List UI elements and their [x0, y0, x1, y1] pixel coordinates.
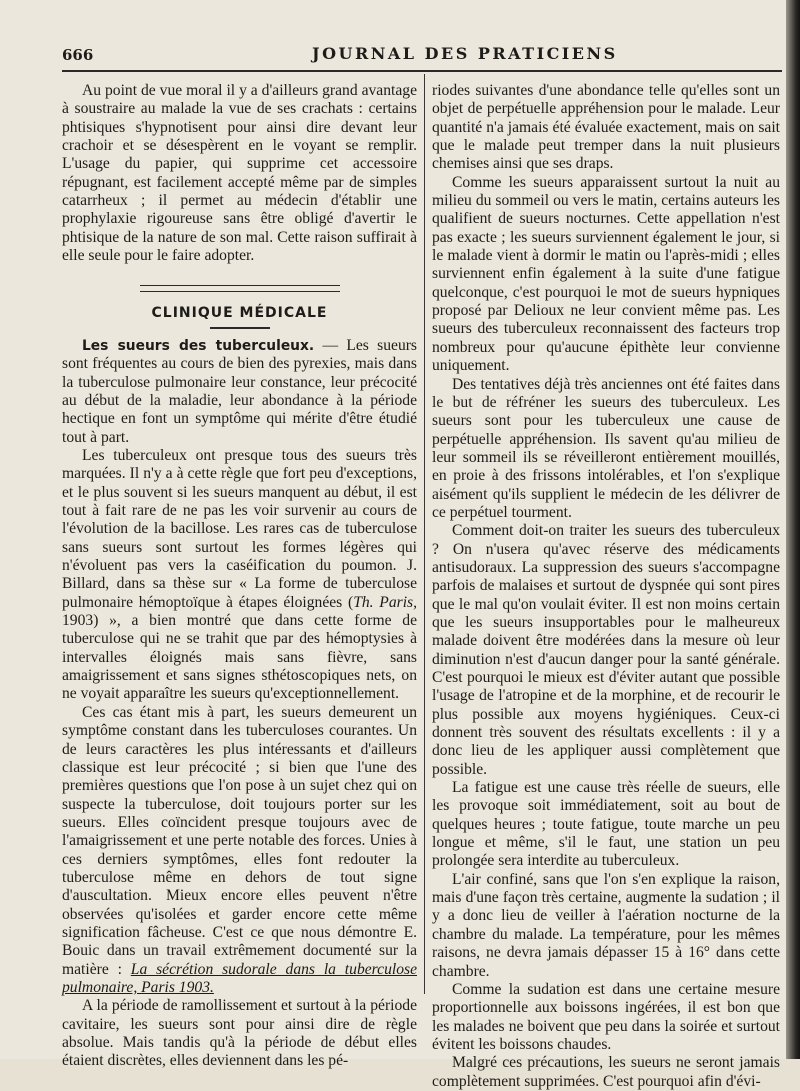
paragraph: A la période de ramollissement et surtout à la période cavitaire, les sueurs sont pour ainsi dire de règle absolue. Mais tandis qu'à la période de début elles étaient discrètes, elles deviennent dans les pé-	[62, 997, 417, 1070]
page-header	[62, 44, 777, 68]
paragraph: Au point de vue moral il y a d'ailleurs grand avantage à soustraire au malade la vue de ses crachats : certains phtisiques s'hypnotisent pour ainsi dire devant leur crachoir et se désespèrent en le voyant se remplir. L'usage du papier, qui supprime cet accessoire répugnant, est facilement accepté même par de simples catarrheux ; il permet au médecin d'établir une prophylaxie rigoureuse sans être obligé d'avertir le phtisique de la nature de son mal. Cette raison suffirait à elle seule pour le faire adopter.	[62, 82, 417, 265]
paragraph: Comme la sudation est dans une certaine mesure proportionnelle aux boissons ingérées, il est bon que les malades ne boivent que peu dans la soirée et surtout évitent les boissons chaudes.	[432, 980, 780, 1053]
journal-title: JOURNAL DES PRATICIENS	[312, 44, 618, 63]
book-spine-shadow	[786, 0, 800, 1059]
column-divider	[424, 74, 425, 994]
title-underline	[210, 327, 270, 329]
paragraph: Des tentatives déjà très anciennes ont été faites dans le but de réfréner les sueurs des tuberculeux. Les sueurs sont pour les tuberculeux une cause de perpétuelle appréhension. Ils savent qu'au milieu de leur sommeil ils se réveilleront entièrement mouillés, en proie à des frissons intolérables, et l'on s'explique aisément qu'ils supplient le médecin de les délivrer de ce perpétuel tourment.	[432, 375, 780, 521]
header-rule	[62, 70, 782, 72]
right-column	[432, 82, 780, 1091]
paragraph	[62, 337, 417, 447]
paragraph-text: — Les sueurs sont fréquentes au cours de bien des pyrexies, mais dans la tuberculose pulmonaire leur constance, leur précocité au début de la maladie, leur abondance à la période hectique en font un symptôme qui mérite d'être étudié tout à part.	[62, 336, 418, 446]
paragraph: L'air confiné, sans que l'on s'en explique la raison, mais d'une façon très certaine, augmente la sudation ; il y a donc lieu de veiller à l'aération nocturne de la chambre du malade. La température, pour les mêmes raisons, ne devra jamais dépasser 15 à 16° dans cette chambre.	[432, 870, 780, 980]
citation: Th. Paris,	[353, 593, 418, 611]
left-column	[62, 82, 417, 1071]
paragraph	[62, 447, 417, 704]
paragraph: riodes suivantes d'une abondance telle qu'elles sont un objet de perpétuelle appréhension pour le malade. Leur quantité n'a jamais été évaluée exactement, mais on sait que le malade peut tremper dans la nuit plusieurs chemises ainsi que ses draps.	[432, 82, 780, 173]
paragraph	[62, 704, 417, 998]
paragraph: Malgré ces précautions, les sueurs ne seront jamais complètement supprimées. C'est pourquoi afin d'évi-	[432, 1054, 780, 1090]
citation: La sécrétion sudorale dans la tuberculose pulmonaire, Paris 1903.	[62, 960, 417, 996]
paragraph: Comment doit-on traiter les sueurs des tuberculeux ? On n'usera qu'avec réserve des médicaments antisudoraux. La suppression des sueurs s'accompagne parfois de malaises et surtout de dyspnée qui sont pires que le mal qu'on voulait éviter. Il est non moins certain que les sueurs insupportables pour le malheureux malade doivent être modérées dans la mesure où leur diminution n'est d'aucun danger pour la santé générale. C'est pourquoi le mieux est d'éviter autant que possible l'usage de l'atropine et de la morphine, et de recourir le plus possible aux moyens hygiéniques. Ceux-ci donnent très souvent des résultats excellents : il y a donc lieu de les appliquer aussi complètement que possible.	[432, 522, 780, 778]
article-title: Les sueurs des tuberculeux.	[82, 337, 315, 354]
section-separator	[140, 285, 340, 292]
paragraph-text: 1903) », a bien montré que dans cette forme de tuberculose qui ne se trahit que par des hémoptysies à intervalles éloignés mais sans fièvre, sans amaigrissement et sans signes sthétoscopiques nets, on ne voyait apparaître les sueurs qu'exceptionnellement.	[62, 612, 417, 703]
paragraph: La fatigue est une cause très réelle de sueurs, elle les provoque soit immédiatement, soit au bout de quelques heures ; toute fatigue, toute marche un peu longue et même, s'il le faut, une station un peu prolongée sera interdite au tuberculeux.	[432, 779, 780, 870]
paragraph: Comme les sueurs apparaissent surtout la nuit au milieu du sommeil ou vers le matin, certains auteurs les qualifient de sueurs nocturnes. Cette appellation n'est pas exacte ; les sueurs surviennent également le jour, si le malade vient à dormir le matin ou l'après-midi ; elles surviennent enfin également à la suite d'une fatigue quelconque, c'est pourquoi le mot de sueurs hypniques proposé par Delioux ne leur convient même pas. Les sueurs des tuberculeux reconnaissent des facteurs trop nombreux pour qu'aucune épithète leur convienne uniquement.	[432, 173, 780, 375]
paragraph-text: Les tuberculeux ont presque tous des sueurs très marquées. Il n'y a à cette règle que fort peu d'exceptions, et le plus souvent si les sueurs manquent au début, il est tout à fait rare de ne pas les voir survenir au cours de l'évolution de la bacillose. Les rares cas de tuberculose sans sueurs sont surtout les formes légères qui n'évoluent pas vers la caséification du poumon. J. Billard, dans sa thèse sur « La forme de tuberculose pulmonaire hémoptoïque à étapes éloignées (	[62, 447, 417, 611]
page-number: 666	[62, 46, 94, 64]
section-title: CLINIQUE MÉDICALE	[151, 305, 328, 322]
paragraph-text: Ces cas étant mis à part, les sueurs demeurent un symptôme constant dans les tuberculoses courantes. Un de leurs caractères les plus intéressants et d'ailleurs classique est leur précocité ; si bien que l'une des premières questions que l'on pose à un sujet chez qui on suspecte la tuberculose, doit toujours porter sur les sueurs. Elles coïncident presque toujours avec de l'amaigrissement et une perte notable des forces. Unies à ces derniers symptômes, elles font redouter la tuberculose même en dehors de tout signe d'auscultation. Mieux encore elles peuvent n'être observées qu'isolées et garder encore cette même signification fâcheuse. C'est ce que nous démontre E. Bouic dans un travail extrêmement documenté sur la matière :	[62, 703, 417, 978]
